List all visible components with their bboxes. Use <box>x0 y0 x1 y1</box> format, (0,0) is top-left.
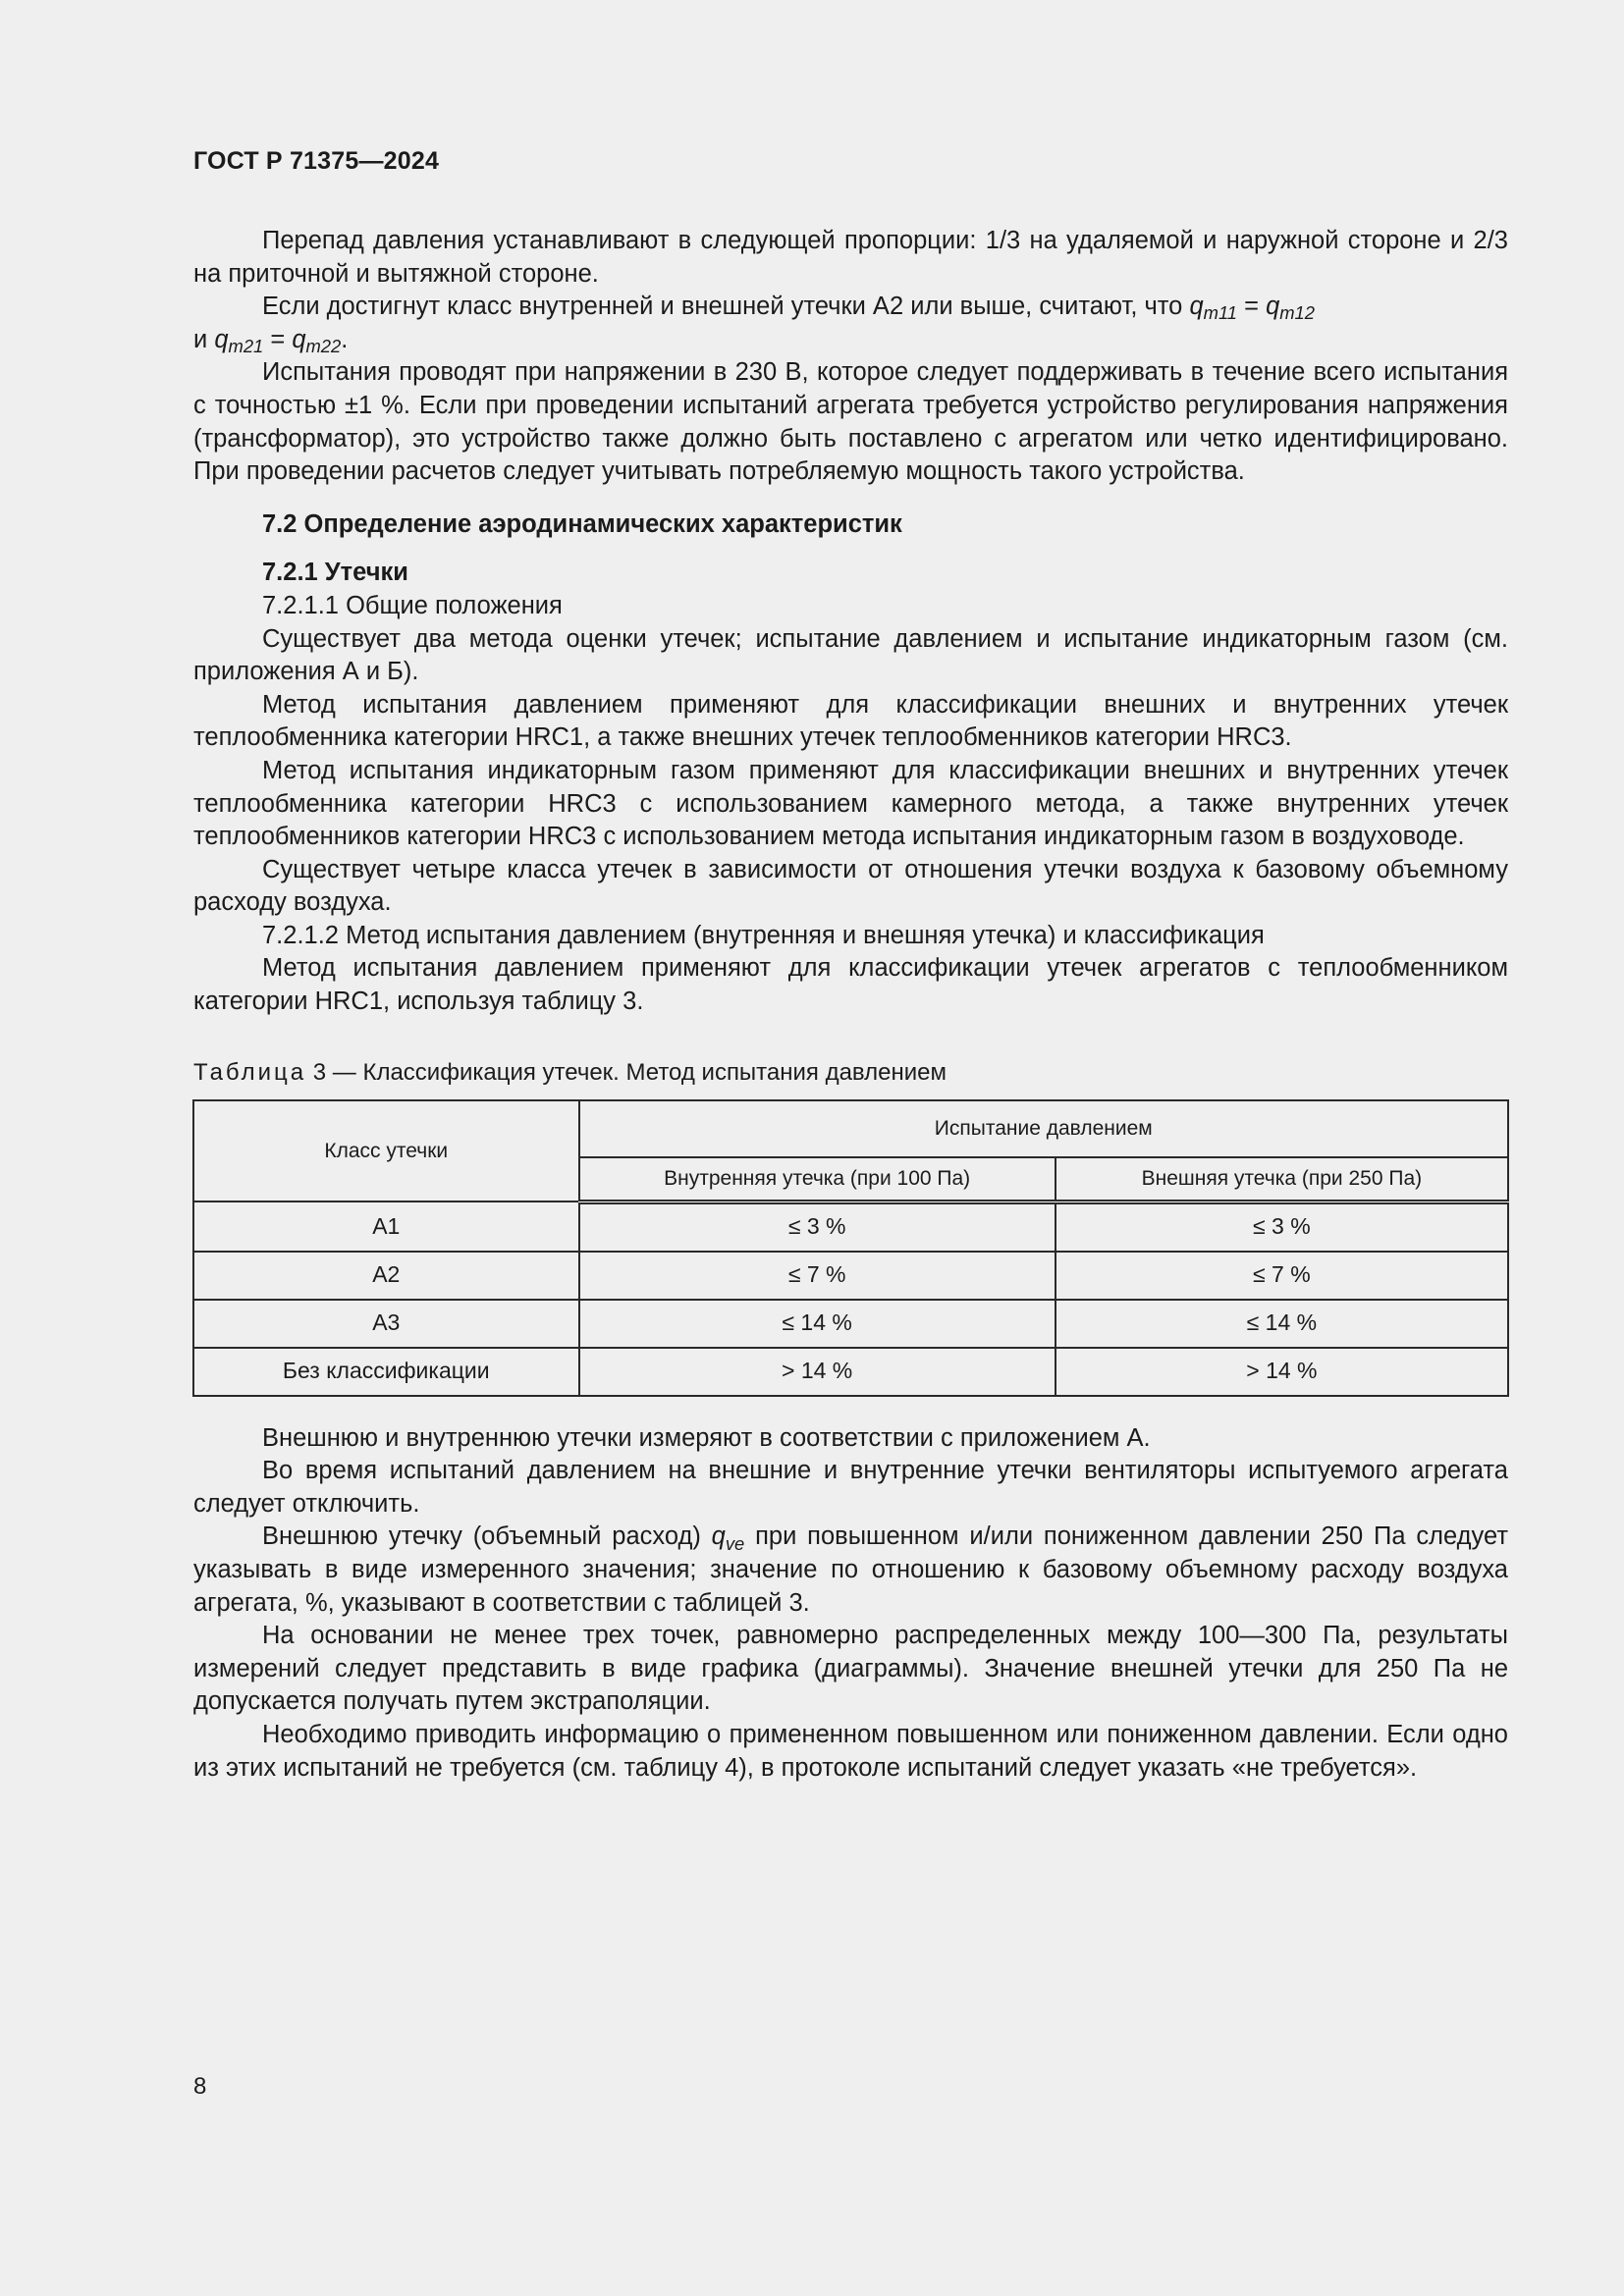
paragraph: Метод испытания индикаторным газом применяют для классификации внешних и внутренних утечек теплообменника категории HRC3 с использованием камерного метода, а также внутренних утечек теплообменников категории HRC3 с использованием метода испытания индикаторным газом в воздуховоде. <box>193 756 1508 851</box>
cell-internal: > 14 % <box>579 1348 1056 1396</box>
clause-title: 7.2.1.1 Общие положения <box>262 591 563 619</box>
cell-internal: ≤ 14 % <box>579 1300 1056 1348</box>
table-caption-label: Таблица <box>193 1058 307 1086</box>
subscript: m12 <box>1279 302 1315 324</box>
paragraph: Внешнюю и внутреннюю утечки измеряют в соответствии с приложением А. <box>262 1423 1151 1452</box>
symbol-q: q <box>214 325 229 353</box>
clause-title: 7.2.1.2 Метод испытания давлением (внутренняя и внешняя утечка) и классификация <box>262 921 1265 949</box>
paragraph: На основании не менее трех точек, равномерно распределенных между 100—300 Па, результаты измерений следует представить в виде графика (диаграммы). Значение внешней утечки для 250 Па не допускается получать путем экстраполяции. <box>193 1622 1508 1716</box>
cell-external: ≤ 3 % <box>1056 1201 1508 1252</box>
subscript: m22 <box>305 335 342 356</box>
header-cell-class: Класс утечки <box>193 1100 579 1202</box>
paragraph: Существует два метода оценки утечек; испытание давлением и испытание индикаторным газом (см. приложения А и Б). <box>193 624 1508 686</box>
cell-class: Без классификации <box>193 1348 579 1396</box>
paragraph: Во время испытаний давлением на внешние и внутренние утечки вентиляторы испытуемого агрегата следует отключить. <box>193 1457 1508 1518</box>
text-run: при повышенном и/или пониженном давлении 250 Па следует указывать в виде измеренного значения; значение по отношению к базовому объемному расходу воздуха агрегата, %, указывают в соответствии с таблицей 3. <box>193 1522 1508 1617</box>
symbol-q: q <box>292 325 306 353</box>
paragraph: Существует четыре класса утечек в зависимости от отношения утечки воздуха к базовому объемному расходу воздуха. <box>193 855 1508 917</box>
cell-internal: ≤ 3 % <box>579 1201 1056 1252</box>
text-run: Внешнюю утечку (объемный расход) <box>262 1522 712 1551</box>
table-caption-text: 3 — Классификация утечек. Метод испытания давлением <box>306 1058 947 1086</box>
subscript: m11 <box>1203 302 1238 324</box>
equals-sign: = <box>1237 293 1267 321</box>
cell-class: A2 <box>193 1252 579 1300</box>
body-text <box>193 225 1508 1785</box>
equals-sign: = <box>263 325 293 353</box>
subsection-heading: 7.2.1 Утечки <box>262 559 408 587</box>
symbol-q: q <box>711 1522 726 1551</box>
text-run: и <box>193 325 215 353</box>
paragraph: Испытания проводят при напряжении в 230 В, которое следует поддерживать в течение всего испытания с точностью ±1 %. Если при проведении испытаний агрегата требуется устройство регулирования напряжения (трансформатор), это устройство также должно быть поставлено с агрегатом или четко идентифицировано. При проведении расчетов следует учитывать потребляемую мощность такого устройства. <box>193 358 1508 486</box>
cell-class: A3 <box>193 1300 579 1348</box>
period: . <box>341 325 349 353</box>
page-number: 8 <box>193 2073 207 2100</box>
table-row <box>193 1252 1508 1300</box>
paragraph: Метод испытания давлением применяют для классификации утечек агрегатов с теплообменником категории HRC1, используя таблицу 3. <box>193 954 1508 1016</box>
document-header: ГОСТ Р 71375—2024 <box>193 147 440 175</box>
cell-class: A1 <box>193 1201 579 1252</box>
header-cell-internal: Внутренняя утечка (при 100 Па) <box>579 1157 1056 1202</box>
symbol-q: q <box>1189 293 1204 321</box>
cell-external: ≤ 14 % <box>1056 1300 1508 1348</box>
cell-external: > 14 % <box>1056 1348 1508 1396</box>
table-row <box>193 1348 1508 1396</box>
cell-internal: ≤ 7 % <box>579 1252 1056 1300</box>
table-row <box>193 1201 1508 1252</box>
header-cell-group: Испытание давлением <box>579 1100 1508 1157</box>
leak-classification-table <box>192 1099 1509 1397</box>
paragraph: Необходимо приводить информацию о примененном повышенном или пониженном давлении. Если одно из этих испытаний не требуется (см. таблицу 4), в протоколе испытаний следует указать «не требуется». <box>193 1721 1508 1782</box>
subscript: m21 <box>228 335 264 356</box>
section-heading: 7.2 Определение аэродинамических характеристик <box>262 509 902 538</box>
cell-external: ≤ 7 % <box>1056 1252 1508 1300</box>
subscript: ve <box>725 1532 745 1554</box>
paragraph: Метод испытания давлением применяют для классификации внешних и внутренних утечек теплообменника категории HRC1, а также внешних утечек теплообменников категории HRC3. <box>193 690 1508 752</box>
symbol-q: q <box>1266 293 1280 321</box>
paragraph-formula <box>193 1521 1508 1620</box>
paragraph: Перепад давления устанавливают в следующей пропорции: 1/3 на удаляемой и наружной стороне и 2/3 на приточной и вытяжной стороне. <box>193 227 1508 288</box>
paragraph-formula <box>193 291 1508 356</box>
table-row <box>193 1300 1508 1348</box>
table-caption <box>193 1058 1508 1088</box>
text-run: Если достигнут класс внутренней и внешней утечки A2 или выше, считают, что <box>262 293 1183 321</box>
table-header-row <box>193 1100 1508 1157</box>
header-cell-external: Внешняя утечка (при 250 Па) <box>1056 1157 1508 1202</box>
